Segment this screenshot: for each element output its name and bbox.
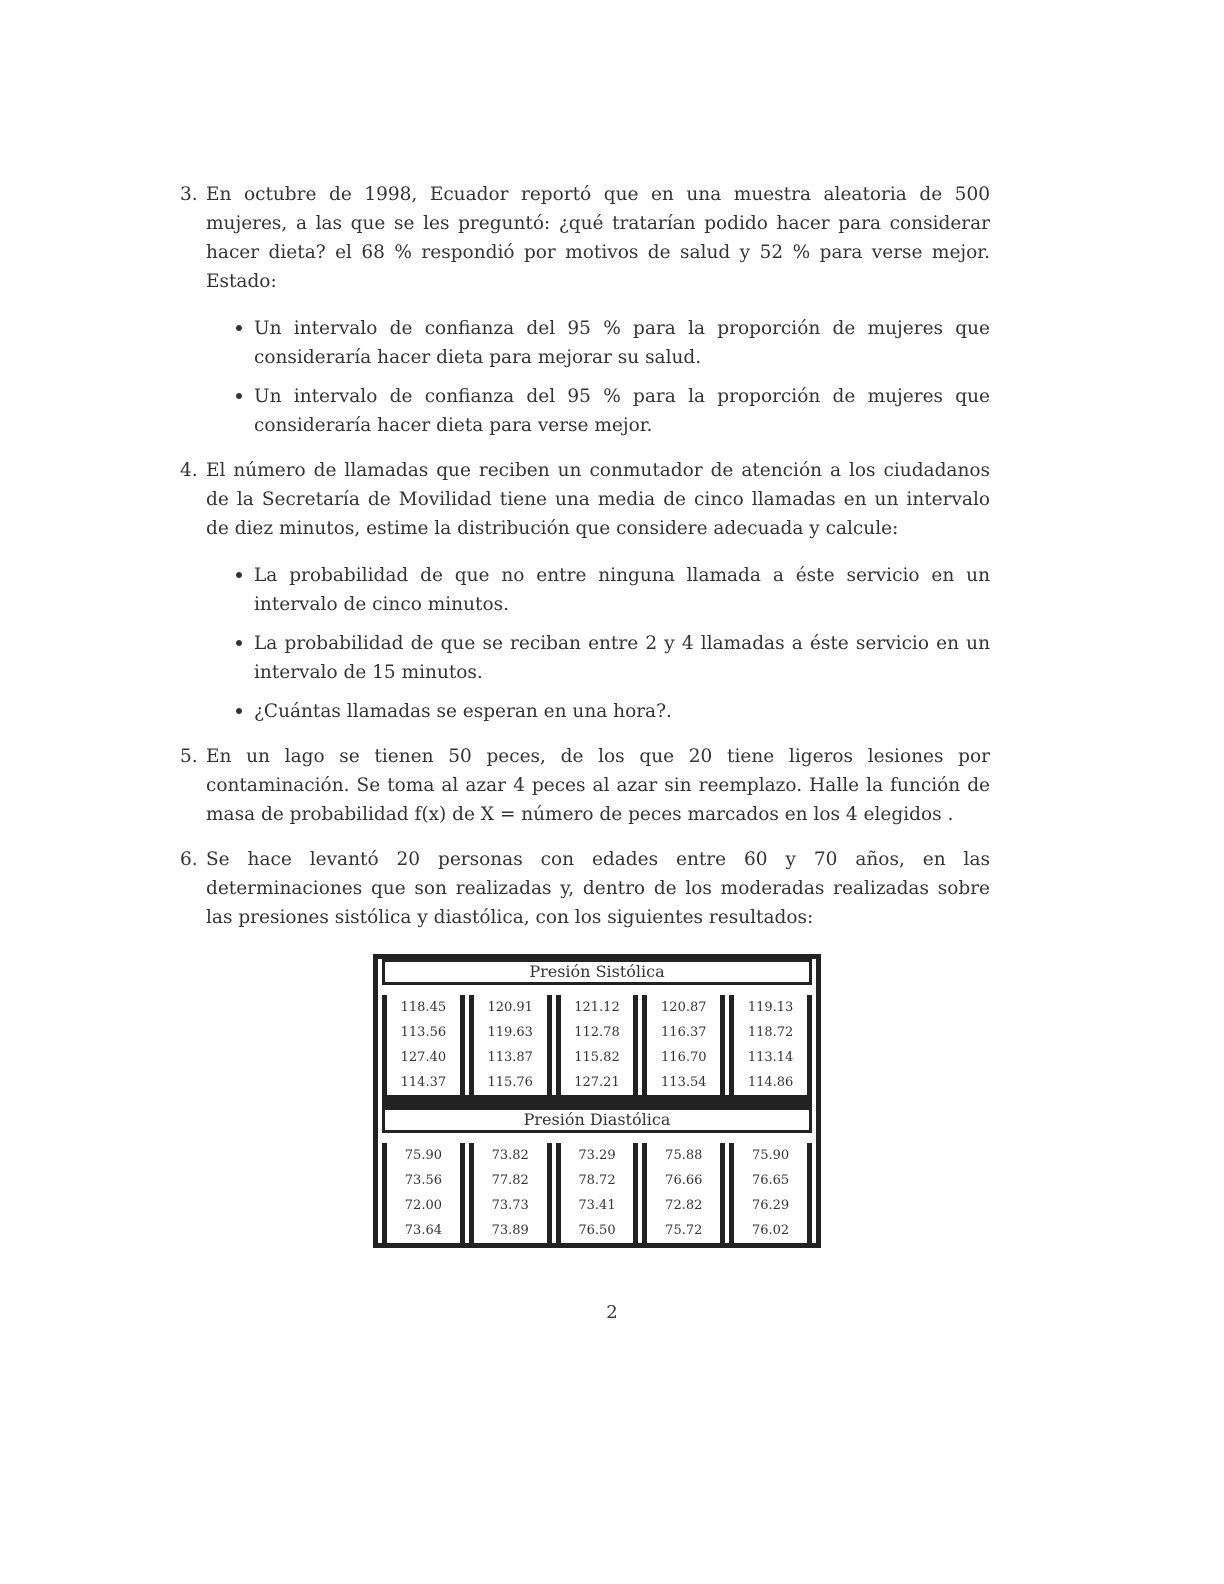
table-cell: 120.91 bbox=[469, 995, 552, 1020]
subitem bbox=[206, 697, 990, 726]
table-cell: 76.65 bbox=[729, 1168, 812, 1193]
subitem bbox=[206, 382, 990, 440]
table-cell: 118.72 bbox=[729, 1020, 812, 1045]
subitem-list bbox=[206, 561, 990, 726]
group-title: Presión Diastólica bbox=[382, 1107, 812, 1133]
blood-pressure-table-wrapper bbox=[373, 954, 821, 1248]
table-cell: 75.72 bbox=[642, 1218, 725, 1243]
subitem-list bbox=[206, 314, 990, 440]
table-cell: 72.00 bbox=[382, 1193, 465, 1218]
problem-number: 5. bbox=[180, 746, 198, 767]
table-cell: 115.76 bbox=[469, 1070, 552, 1095]
table-cell: 77.82 bbox=[469, 1168, 552, 1193]
table-cell: 119.13 bbox=[729, 995, 812, 1020]
table-cell: 121.12 bbox=[556, 995, 639, 1020]
subitem bbox=[206, 314, 990, 372]
table-row bbox=[382, 1143, 812, 1168]
table-cell: 114.37 bbox=[382, 1070, 465, 1095]
page-content bbox=[180, 180, 990, 1248]
table-cell: 73.56 bbox=[382, 1168, 465, 1193]
table-cell: 127.21 bbox=[556, 1070, 639, 1095]
problem-number: 6. bbox=[180, 849, 198, 870]
table-cell: 113.54 bbox=[642, 1070, 725, 1095]
subitem-text: Un intervalo de confianza del 95 % para la proporción de mujeres que consideraría hacer dieta para verse mejor. bbox=[254, 386, 990, 436]
bullet-icon bbox=[236, 640, 242, 646]
table-cell: 115.82 bbox=[556, 1045, 639, 1070]
group-header-row bbox=[382, 1107, 812, 1133]
table-row bbox=[382, 1045, 812, 1070]
table-cell: 75.90 bbox=[382, 1143, 465, 1168]
table-cell: 76.02 bbox=[729, 1218, 812, 1243]
table-cell: 73.73 bbox=[469, 1193, 552, 1218]
bullet-icon bbox=[236, 572, 242, 578]
table-cell: 120.87 bbox=[642, 995, 725, 1020]
table-cell: 75.88 bbox=[642, 1143, 725, 1168]
table-cell: 76.50 bbox=[556, 1218, 639, 1243]
group-title: Presión Sistólica bbox=[382, 959, 812, 985]
table-cell: 118.45 bbox=[382, 995, 465, 1020]
table-cell: 119.63 bbox=[469, 1020, 552, 1045]
table-cell: 116.37 bbox=[642, 1020, 725, 1045]
table-row bbox=[382, 995, 812, 1020]
table-cell: 113.56 bbox=[382, 1020, 465, 1045]
table-cell: 112.78 bbox=[556, 1020, 639, 1045]
bullet-icon bbox=[236, 393, 242, 399]
table-cell: 76.29 bbox=[729, 1193, 812, 1218]
table-cell: 78.72 bbox=[556, 1168, 639, 1193]
table-row bbox=[382, 1020, 812, 1045]
subitem bbox=[206, 629, 990, 687]
table-cell: 72.82 bbox=[642, 1193, 725, 1218]
table-cell: 114.86 bbox=[729, 1070, 812, 1095]
subitem-text: La probabilidad de que no entre ninguna llamada a éste servicio en un intervalo de cinco minutos. bbox=[254, 565, 990, 615]
problem-list bbox=[180, 180, 990, 932]
table-cell: 76.66 bbox=[642, 1168, 725, 1193]
problem-item bbox=[180, 845, 990, 932]
table-cell: 73.41 bbox=[556, 1193, 639, 1218]
table-cell: 73.89 bbox=[469, 1218, 552, 1243]
table-cell: 75.90 bbox=[729, 1143, 812, 1168]
table-cell: 127.40 bbox=[382, 1045, 465, 1070]
table-cell: 116.70 bbox=[642, 1045, 725, 1070]
table-cell: 113.87 bbox=[469, 1045, 552, 1070]
subitem-text: Un intervalo de confianza del 95 % para la proporción de mujeres que consideraría hacer dieta para mejorar su salud. bbox=[254, 318, 990, 368]
problem-text: En un lago se tienen 50 peces, de los que 20 tiene ligeros lesiones por contaminación. Se toma al azar 4 peces al azar sin reemplazo. Halle la función de masa de probabilidad f(x) de X = número de peces marcados en los 4 elegidos . bbox=[206, 746, 990, 825]
problem-number: 3. bbox=[180, 184, 198, 205]
problem-item bbox=[180, 180, 990, 440]
problem-item bbox=[180, 456, 990, 726]
table-cell: 113.14 bbox=[729, 1045, 812, 1070]
group-separator bbox=[382, 1095, 812, 1107]
table-row bbox=[382, 1168, 812, 1193]
problem-text: En octubre de 1998, Ecuador reportó que en una muestra aleatoria de 500 mujeres, a las que se les preguntó: ¿qué tratarían podido hacer para considerar hacer dieta? el 68 % respondió por motivos de salud y 52 % para verse mejor. Estado: bbox=[206, 184, 990, 292]
bullet-icon bbox=[236, 325, 242, 331]
blood-pressure-table bbox=[373, 954, 821, 1248]
table-row bbox=[382, 1218, 812, 1243]
table-row bbox=[382, 1070, 812, 1095]
subitem bbox=[206, 561, 990, 619]
table-cell: 73.82 bbox=[469, 1143, 552, 1168]
table-cell: 73.64 bbox=[382, 1218, 465, 1243]
table-cell: 73.29 bbox=[556, 1143, 639, 1168]
problem-item bbox=[180, 742, 990, 829]
bullet-icon bbox=[236, 708, 242, 714]
group-header-row bbox=[382, 959, 812, 985]
problem-number: 4. bbox=[180, 460, 198, 481]
problem-text: El número de llamadas que reciben un conmutador de atención a los ciudadanos de la Secretaría de Movilidad tiene una media de cinco llamadas en un intervalo de diez minutos, estime la distribución que considere adecuada y calcule: bbox=[206, 460, 990, 539]
problem-text: Se hace levantó 20 personas con edades entre 60 y 70 años, en las determinaciones que son realizadas y, dentro de los moderadas realizadas sobre las presiones sistólica y diastólica, con los siguientes resultados: bbox=[206, 849, 990, 928]
page-number: 2 bbox=[606, 1302, 618, 1323]
subitem-text: ¿Cuántas llamadas se esperan en una hora?. bbox=[254, 701, 672, 722]
table-row bbox=[382, 1193, 812, 1218]
subitem-text: La probabilidad de que se reciban entre 2 y 4 llamadas a éste servicio en un intervalo de 15 minutos. bbox=[254, 633, 990, 683]
